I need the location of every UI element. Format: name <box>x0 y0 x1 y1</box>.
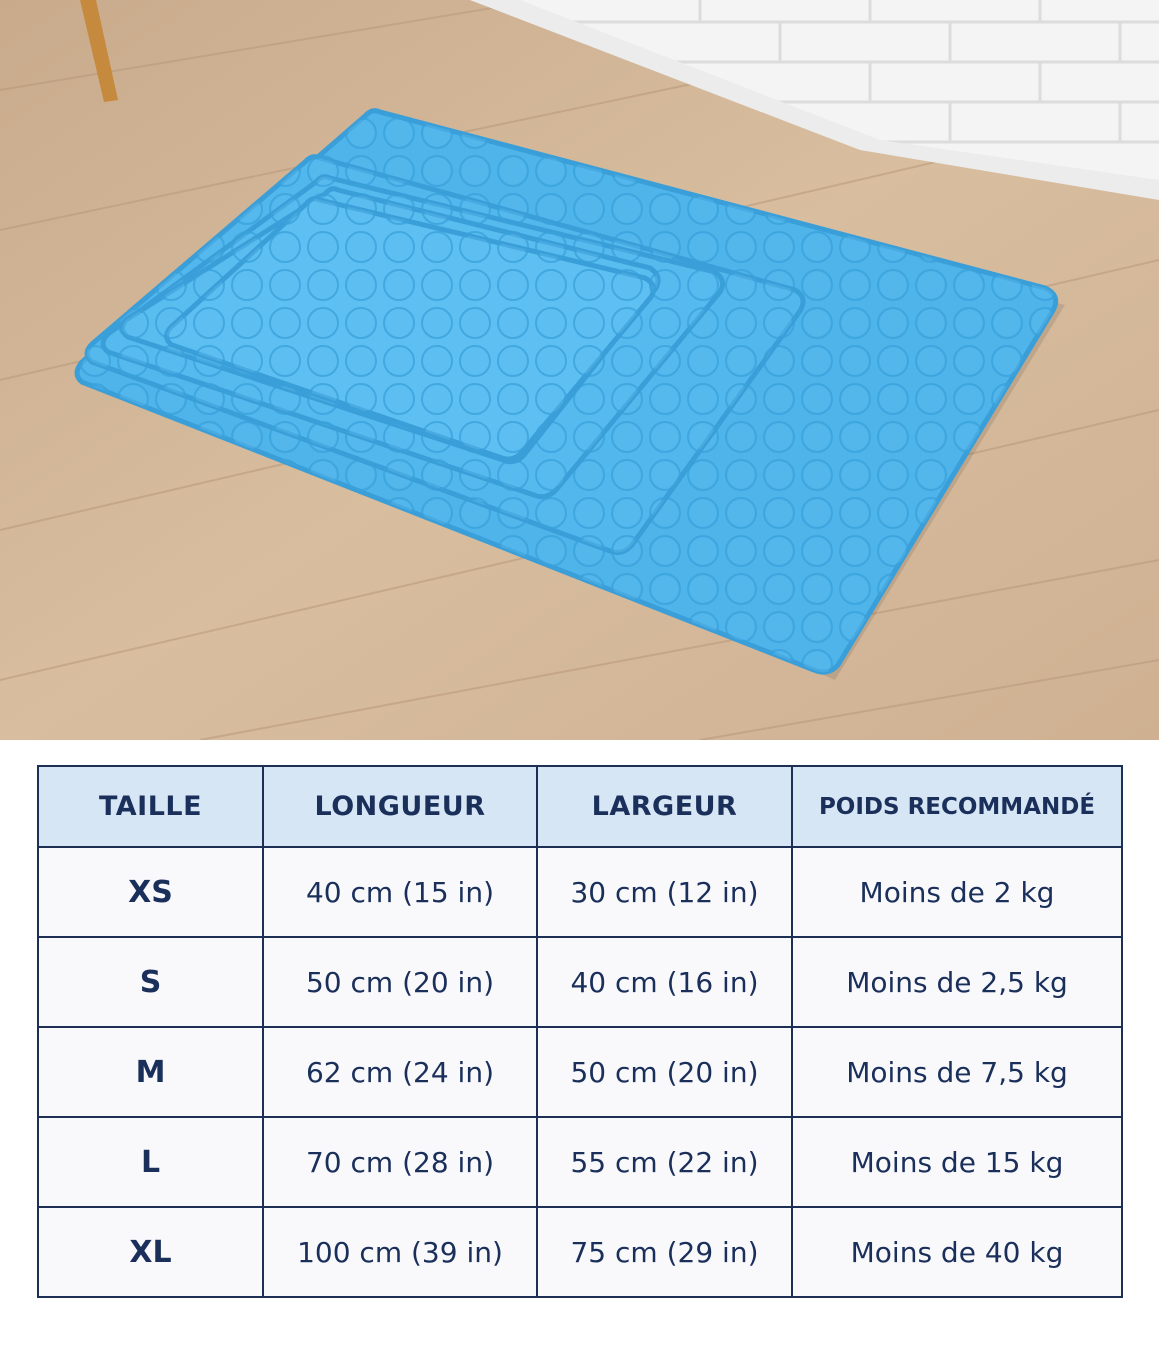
size-cell: S <box>38 937 263 1027</box>
header-recommended-weight: POIDS RECOMMANDÉ <box>792 766 1122 847</box>
size-cell: XL <box>38 1207 263 1297</box>
header-size: TAILLE <box>38 766 263 847</box>
table-header-row <box>38 766 1122 847</box>
table-row <box>38 847 1122 937</box>
length-cell: 40 cm (15 in) <box>263 847 537 937</box>
width-cell: 30 cm (12 in) <box>537 847 792 937</box>
table-row <box>38 1117 1122 1207</box>
header-length: LONGUEUR <box>263 766 537 847</box>
table-row <box>38 1027 1122 1117</box>
width-cell: 75 cm (29 in) <box>537 1207 792 1297</box>
size-cell: L <box>38 1117 263 1207</box>
weight-cell: Moins de 7,5 kg <box>792 1027 1122 1117</box>
length-cell: 70 cm (28 in) <box>263 1117 537 1207</box>
size-cell: XS <box>38 847 263 937</box>
weight-cell: Moins de 2 kg <box>792 847 1122 937</box>
width-cell: 40 cm (16 in) <box>537 937 792 1027</box>
length-cell: 100 cm (39 in) <box>263 1207 537 1297</box>
table-row <box>38 937 1122 1027</box>
weight-cell: Moins de 15 kg <box>792 1117 1122 1207</box>
length-cell: 62 cm (24 in) <box>263 1027 537 1117</box>
width-cell: 50 cm (20 in) <box>537 1027 792 1117</box>
length-cell: 50 cm (20 in) <box>263 937 537 1027</box>
size-chart-table <box>37 765 1123 1298</box>
header-width: LARGEUR <box>537 766 792 847</box>
table-row <box>38 1207 1122 1297</box>
weight-cell: Moins de 2,5 kg <box>792 937 1122 1027</box>
weight-cell: Moins de 40 kg <box>792 1207 1122 1297</box>
width-cell: 55 cm (22 in) <box>537 1117 792 1207</box>
size-cell: M <box>38 1027 263 1117</box>
